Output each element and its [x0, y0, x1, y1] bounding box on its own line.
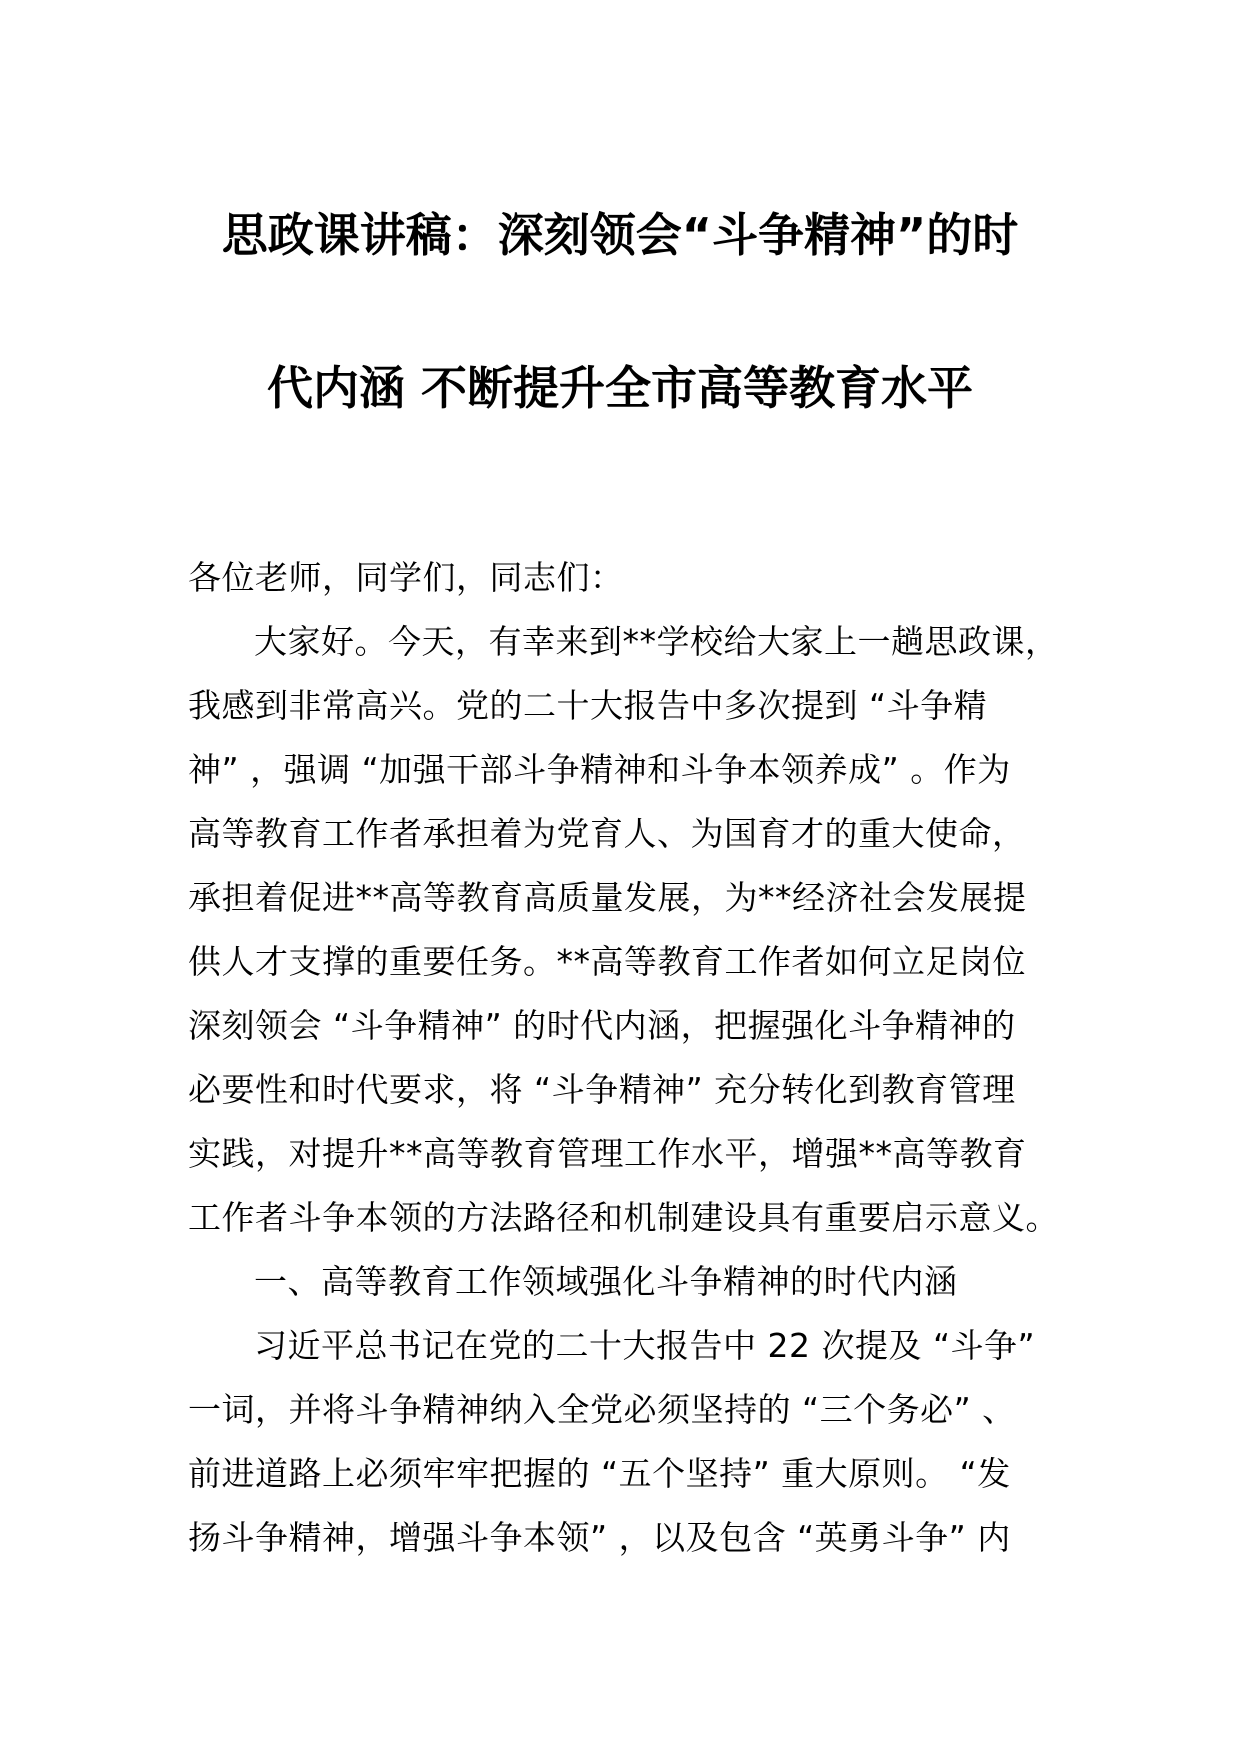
paragraph-line: 实践，对提升**高等教育管理工作水平，增强**高等教育	[188, 1134, 1027, 1173]
section-heading: 一、高等教育工作领域强化斗争精神的时代内涵	[254, 1262, 958, 1301]
paragraph-line: 一词，并将斗争精神纳入全党必须坚持的 “三个务必” 、	[188, 1390, 1016, 1429]
paragraph-line: 高等教育工作者承担着为党育人、为国育才的重大使命，	[188, 814, 1026, 853]
paragraph-line: 供人才支撑的重要任务。**高等教育工作者如何立足岗位	[188, 942, 1026, 981]
salutation: 各位老师，同学们，同志们：	[188, 558, 624, 597]
paragraph-line: 大家好。今天，有幸来到**学校给大家上一趟思政课，	[254, 622, 1059, 661]
document-title-line-2: 代内涵 不断提升全市高等教育水平	[266, 361, 973, 415]
paragraph-line: 扬斗争精神，增强斗争本领” ，以及包含 “英勇斗争” 内	[188, 1518, 1011, 1557]
paragraph-line: 工作者斗争本领的方法路径和机制建设具有重要启示意义。	[188, 1198, 1059, 1237]
paragraph-line: 承担着促进**高等教育高质量发展，为**经济社会发展提	[188, 878, 1027, 917]
paragraph-line: 深刻领会 “斗争精神” 的时代内涵，把握强化斗争精神的	[188, 1006, 1016, 1045]
paragraph-line: 必要性和时代要求，将 “斗争精神” 充分转化到教育管理	[188, 1070, 1016, 1109]
paragraph-line: 前进道路上必须牢牢把握的 “五个坚持” 重大原则。 “发	[188, 1454, 1011, 1493]
document-title-line-1: 思政课讲稿：深刻领会“斗争精神”的时	[221, 208, 1019, 262]
paragraph-line: 神” ，强调 “加强干部斗争精神和斗争本领养成” 。作为	[188, 750, 1011, 789]
paragraph-line: 习近平总书记在党的二十大报告中 22 次提及 “斗争”	[254, 1326, 1036, 1365]
paragraph-line: 我感到非常高兴。党的二十大报告中多次提到 “斗争精	[188, 686, 988, 725]
